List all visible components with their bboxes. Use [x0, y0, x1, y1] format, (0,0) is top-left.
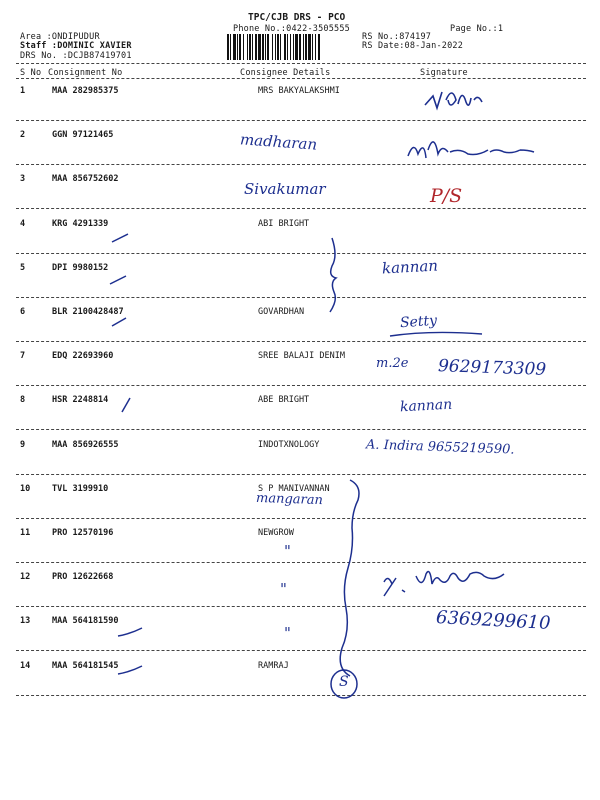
barcode-bar	[315, 34, 316, 60]
barcode-bar	[293, 34, 294, 60]
consignee-name: RAMRAJ	[258, 660, 289, 671]
row-serial-number: 4	[20, 218, 26, 229]
barcode-bar	[239, 34, 241, 60]
consignee-name: MRS BAKYALAKSHMI	[258, 86, 340, 96]
barcode-bar	[243, 34, 244, 60]
row-divider	[16, 164, 586, 165]
divider	[16, 78, 586, 79]
barcode-bar	[272, 34, 273, 60]
row-divider	[16, 208, 586, 209]
barcode-bar	[303, 34, 304, 60]
tick-mark	[118, 666, 142, 674]
barcode-bar	[258, 34, 261, 60]
row-serial-number: 13	[20, 616, 31, 627]
barcode-bar	[312, 34, 313, 60]
row-divider	[16, 518, 586, 519]
row-serial-number: 5	[20, 262, 26, 273]
divider	[16, 63, 586, 64]
barcode-bar	[275, 34, 276, 60]
staff-label: Staff :DOMINIC XAVIER	[20, 41, 132, 51]
phone-number: Phone No.:0422-3505555	[233, 24, 350, 34]
row-serial-number: 11	[20, 528, 31, 538]
barcode-bar	[290, 34, 291, 60]
ditto-mark: "	[280, 580, 287, 598]
document-title: TPC/CJB DRS - PCO	[248, 12, 346, 23]
handwritten-signature: mangaran	[255, 490, 324, 509]
consignment-number: TVL 3199910	[52, 483, 109, 494]
handwritten-phone: 9629173309	[437, 356, 547, 380]
consignment-number: BLR 2100428487	[52, 307, 124, 317]
barcode-bar	[277, 34, 279, 60]
consignee-name: NEWGROW	[258, 528, 294, 538]
consignee-name: SREE BALAJI DENIM	[258, 351, 345, 362]
underline-mark	[390, 332, 482, 336]
consignment-number: DPI 9980152	[52, 262, 109, 273]
row-serial-number: 9	[20, 439, 26, 450]
signature-scribble	[425, 92, 482, 108]
barcode-bar	[233, 34, 236, 60]
drs-number: DRS No. :DCJB87419701	[20, 51, 132, 61]
consignment-number: KRG 4291339	[52, 218, 109, 229]
barcode-bar	[287, 34, 288, 60]
rs-number: RS No.:874197	[362, 32, 432, 42]
barcode-bar	[295, 34, 298, 60]
tick-mark	[112, 234, 128, 242]
bracket-mark	[340, 480, 359, 676]
barcode-bar	[308, 34, 311, 60]
column-header-consignee: Consignee Details	[240, 68, 331, 78]
row-serial-number: 12	[20, 572, 31, 583]
barcode-bar	[265, 34, 266, 60]
row-serial-number: 2	[20, 130, 26, 141]
column-header-sno: S No	[20, 68, 42, 78]
ditto-mark: "	[284, 624, 291, 642]
row-serial-number: 14	[20, 660, 31, 671]
tick-mark	[110, 276, 126, 284]
row-divider	[16, 120, 586, 121]
tick-mark	[112, 318, 126, 326]
consignment-number: EDQ 22693960	[52, 351, 114, 362]
page-number: Page No.:1	[450, 24, 504, 34]
barcode-bar	[318, 34, 320, 60]
consignment-number: MAA 564181545	[52, 660, 119, 671]
barcode-bar	[252, 34, 253, 60]
column-header-consignment: Consignment No	[48, 68, 123, 78]
row-serial-number: 10	[20, 483, 31, 494]
row-serial-number: 8	[20, 395, 26, 406]
signature-scribble	[384, 572, 504, 596]
consignee-name: GOVARDHAN	[258, 307, 305, 317]
handwritten-signature: Setty	[399, 312, 438, 332]
barcode-bar	[255, 34, 257, 60]
barcode-bar	[305, 34, 307, 60]
row-serial-number: 3	[20, 174, 26, 185]
consignee-name: ABI BRIGHT	[258, 218, 310, 229]
tick-mark	[118, 628, 142, 636]
row-divider	[16, 429, 586, 430]
column-header-signature: Signature	[420, 68, 468, 78]
row-serial-number: 1	[20, 86, 26, 96]
area-label: Area :ONDIPUDUR	[20, 32, 100, 42]
consignment-number: PRO 12570196	[52, 528, 114, 538]
consignee-name: ABE BRIGHT	[258, 395, 310, 406]
row-divider	[16, 297, 586, 298]
consignment-number: MAA 282985375	[52, 86, 119, 96]
barcode-bar	[284, 34, 286, 60]
row-divider	[16, 606, 586, 607]
tick-mark	[122, 398, 130, 412]
consignment-number: GGN 97121465	[52, 130, 114, 141]
signature-scribble	[408, 142, 534, 158]
row-divider	[16, 341, 586, 342]
consignee-name: S P MANIVANNAN	[258, 483, 330, 494]
row-divider	[16, 695, 586, 696]
handwritten-mark: P/S	[430, 185, 463, 207]
barcode-bar	[230, 34, 231, 60]
barcode-bar	[267, 34, 269, 60]
ditto-mark: "	[284, 542, 291, 560]
barcode-bar	[299, 34, 301, 60]
consignee-name: INDOTXNOLOGY	[258, 439, 320, 450]
handwritten-name-phone: A. Indira 9655219590.	[365, 437, 515, 458]
rs-date: RS Date:08-Jan-2022	[362, 41, 464, 51]
row-divider	[16, 650, 586, 651]
circled-letter: S	[339, 674, 349, 690]
row-serial-number: 6	[20, 307, 26, 317]
handwritten-phone: 6369299610	[435, 607, 552, 634]
barcode-bar	[247, 34, 248, 60]
row-divider	[16, 385, 586, 386]
barcode	[227, 34, 357, 60]
handwritten-name: Sivakumar	[244, 180, 326, 198]
consignment-number: HSR 2248814	[52, 395, 109, 406]
bracket-mark	[330, 238, 336, 312]
consignment-number: MAA 564181590	[52, 616, 119, 627]
consignment-number: PRO 12622668	[52, 572, 114, 583]
consignment-number: MAA 856926555	[52, 439, 119, 450]
barcode-bar	[227, 34, 229, 60]
handwritten-initials: m.2e	[376, 356, 409, 371]
handwritten-signature: kannan	[399, 396, 453, 416]
row-divider	[16, 253, 586, 254]
barcode-bar	[237, 34, 238, 60]
consignment-number: MAA 856752602	[52, 174, 119, 185]
barcode-bar	[249, 34, 251, 60]
handwritten-name: madharan	[239, 130, 318, 154]
row-divider	[16, 474, 586, 475]
row-divider	[16, 562, 586, 563]
handwritten-signature: kannan	[381, 256, 439, 278]
barcode-bar	[262, 34, 264, 60]
barcode-bar	[280, 34, 281, 60]
row-serial-number: 7	[20, 351, 26, 362]
